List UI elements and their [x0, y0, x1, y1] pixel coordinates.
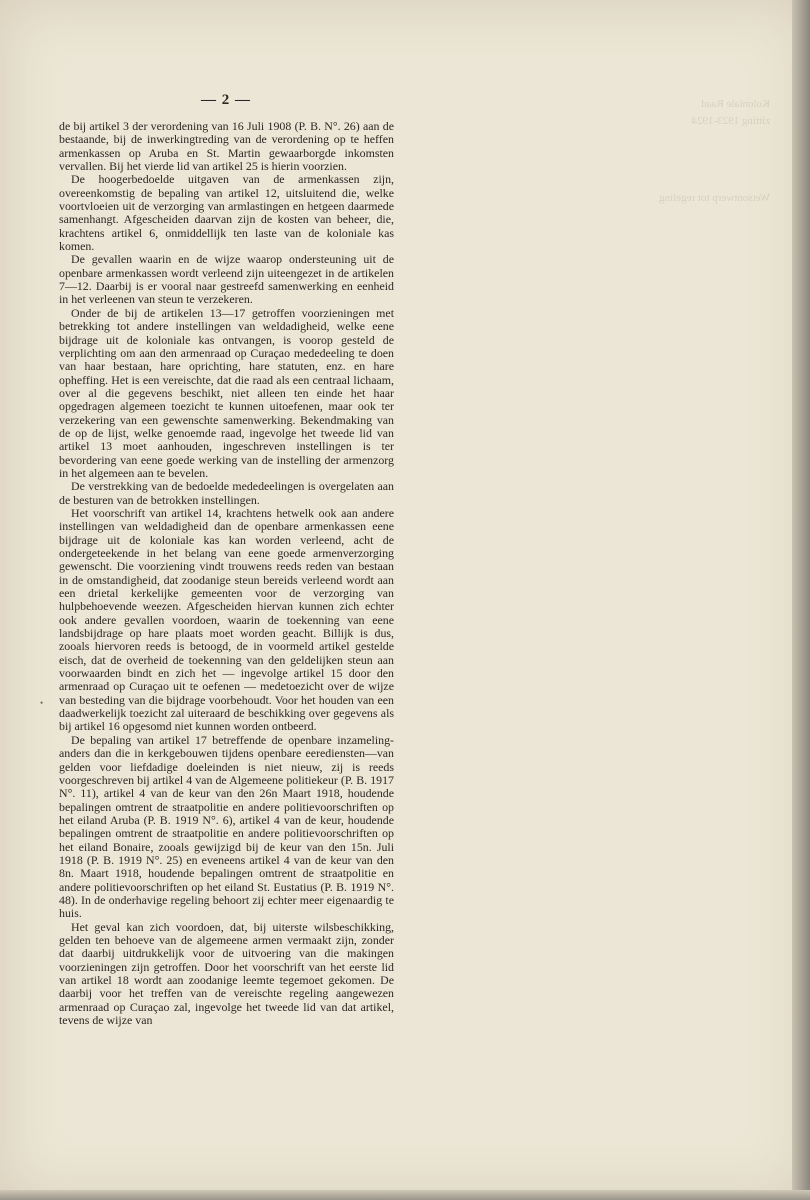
bleed-through-text — [600, 96, 770, 207]
page-bottom-edge — [0, 1190, 810, 1200]
paragraph: De bepaling van artikel 17 betreffende de openbare inzameling- anders dan die in kerkgebouwen tijdens openbare eerediensten—van gelden voor liefdadige doeleinden is niet nieuw, zij is reeds voorgeschreven bij artikel 4 van de Algemeene politiekeur (P. B. 1917 N°. 11), artikel 4 van de keur van den 26n Maart 1918, houdende bepalingen omtrent de straatpolitie en andere politievoorschriften op het eiland Aruba (P. B. 1919 N°. 6), artikel 4 van de keur, houdende bepalingen omtrent de straatpolitie en andere politievoorschriften op het eiland Bonaire, zooals gewijzigd bij de keur van den 15n. Juli 1918 (P. B. 1919 N°. 25) en eveneens artikel 4 van de keur van den 8n. Maart 1918, houdende bepalingen omtrent de straatpolitie en andere politievoorschriften op het eiland St. Eustatius (P. B. 1919 N°. 48). In de onderhavige regeling behoort zij echter meer eigenaardig te huis. — [59, 732, 394, 921]
margin-mark: • — [40, 698, 44, 708]
bleed-through-line: zitting 1923-1924 — [691, 115, 770, 127]
body-text-column — [59, 120, 394, 1027]
paragraph: Het geval kan zich voordoen, dat, bij uiterste wilsbeschikking, gelden ten behoeve van de algemeene armen vermaakt zijn, zonder dat daarbij uitdrukkelijk voor de uitvoering van die makingen voorzieningen zijn getroffen. Door het voorschrift van het eerste lid van artikel 18 wordt aan zoodanige leemte tegemoet gekomen. De daarbij voor het treffen van de vereischte regeling aangewezen armenraad op Curaçao zal, ingevolge het tweede lid van dat artikel, tevens de wijze van — [59, 919, 394, 1028]
paragraph: De gevallen waarin en de wijze waarop ondersteuning uit de openbare armenkassen wordt verleend zijn uiteengezet in de artikelen 7—12. Daarbij is er vooral naar gestreefd samenwerking en eenheid in het verleenen van steun te verzekeren. — [59, 252, 394, 307]
paragraph: De hoogerbedoelde uitgaven van de armenkassen zijn, overeenkomstig de bepaling van artikel 12, uitsluitend die, welke voortvloeien uit de verzorging van armlastingen en hetgeen daarmede samenhangt. Afgescheiden daarvan zijn de kosten van beheer, die, krachtens artikel 6, onmiddellijk ten laste van de koloniale kas komen. — [59, 172, 394, 254]
page-edge-shadow — [792, 0, 810, 1200]
paragraph: De verstrekking van de bedoelde mededeelingen is overgelaten aan de besturen van de betrokken instellingen. — [59, 479, 394, 507]
bleed-through-line: Wetsontwerp tot regeling — [659, 192, 770, 204]
paragraph: Het voorschrift van artikel 14, krachtens hetwelk ook aan andere instellingen van weldadigheid dan de openbare armenkassen eene bijdrage uit de koloniale kas kan worden verleend, acht de ondergeteekende in het belang van eene goede armenverzorging gewenscht. Die voorziening vindt trouwens reeds reden van bestaan in de omstandigheid, dat zoodanige steun bereids verleend wordt aan een drietal kerkelijke gemeenten voor de verzorging van hulpbehoevende weezen. Afgescheiden hiervan kunnen zich echter ook andere gevallen voordoen, waarin de toekenning van eene landsbijdrage op hare plaats moet worden geacht. Billijk is dus, zooals hiervoren reeds is betoogd, de in voormeld artikel gestelde eisch, dat de overheid de toekenning van den geldelijken steun aan voorwaarden bindt en zich het — ingevolge artikel 15 door den armenraad op Curaçao uit te oefenen — medetoezicht over de wijze van besteding van die bijdrage voorbehoudt. Voor het houden van een daadwerkelijk toezicht zal uiteraard de beschikking over gegevens als bij artikel 16 opgesomd niet kunnen worden ontbeerd. — [59, 505, 394, 734]
page-number: — 2 — — [201, 92, 251, 108]
bleed-through-line: Koloniale Raad — [701, 98, 770, 110]
paragraph: de bij artikel 3 der verordening van 16 Juli 1908 (P. B. N°. 26) aan de bestaande, bij de inwerkingtreding van de verordening op te heffen armenkassen op Aruba en St. Martin gewaarborgde inkomsten vervallen. Bij het vierde lid van artikel 25 is hierin voorzien. — [59, 119, 394, 174]
paragraph: Onder de bij de artikelen 13—17 getroffen voorzieningen met betrekking tot andere instellingen van weldadigheid, welke eene bijdrage uit de koloniale kas ontvangen, is voorop gesteld de verplichting om aan den armenraad op Curaçao mededeeling te doen van haar bestaan, hare oprichting, hare statuten, enz. en hare opheffing. Het is een vereischte, dat die raad als een centraal lichaam, over al die gegevens beschikt, niet alleen ten einde het haar opgedragen algemeen toezicht te kunnen uitoefenen, maar ook ter verzekering van een gewenschte samenwerking. Bekendmaking van de op de lijst, welke genoemde raad, ingevolge het tweede lid van artikel 13 moet aanhouden, ingeschreven instellingen is ter bevordering van eene goede werking van de instelling der armenzorg in het algemeen aan te bevelen. — [59, 305, 394, 480]
